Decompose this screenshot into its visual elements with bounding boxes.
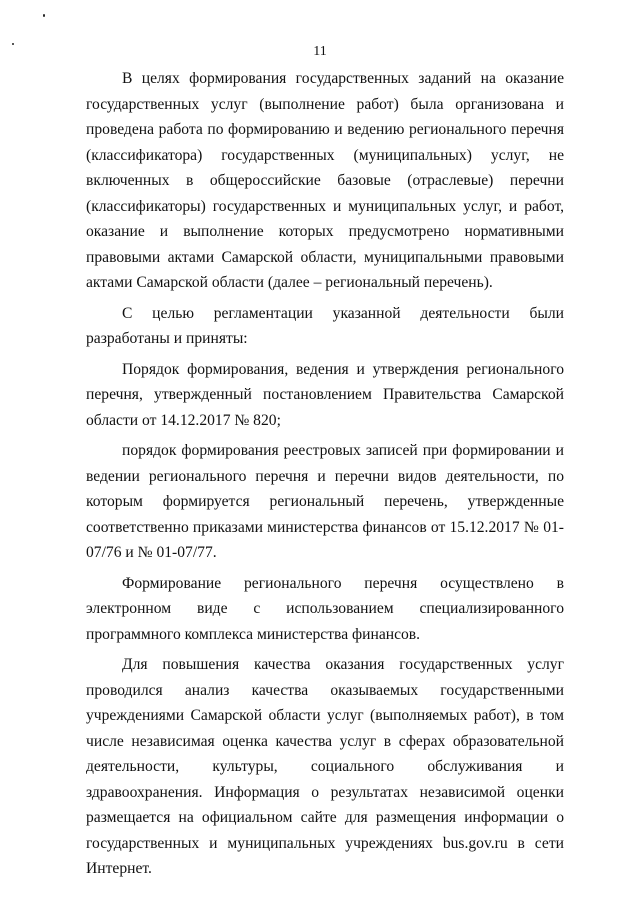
paragraph-state-tasks: В целях формирования государственных заданий на оказание государственных услуг (выполнение работ) была организована и проведена работа по формированию и ведению регионального перечня (классификатора) государственных (муниципальных) услуг, не включенных в общероссийские базовые (отраслевые) перечни (классификаторы) государственных и муниципальных услуг, и работ, оказание и выполнение которых предусмотрено нормативными правовыми актами Самарской области, муниципальными правовыми актами Самарской области (далее – региональный перечень). (86, 70, 564, 291)
scan-speck (43, 14, 45, 17)
page-number: 11 (313, 44, 327, 59)
paragraph-electronic-formation: Формирование регионального перечня осуществлено в электронном виде с использованием специализированного программного комплекса министерства финансов. (86, 574, 564, 643)
paragraph-quality-assessment: Для повышения качества оказания государственных услуг проводился анализ качества оказываемых государственными учреждениями Самарской области услуг (выполняемых работ), в том числе независимая оценка качества услуг в сферах образовательной деятельности, культуры, социального обслуживания и здравоохранения. Информация о результатах независимой оценки размещается на официальном сайте для размещения информации о государственных и муниципальных учреждениях bus.gov.ru в сети Интернет. (86, 656, 564, 877)
paragraph-registry-orders: порядок формирования реестровых записей при формировании и ведении регионального перечня и перечни видов деятельности, по которым формируется региональный перечень, утвержденные соответственно приказами министерства финансов от 15.12.2017 № 01-07/76 и № 01-07/77. (86, 442, 564, 561)
document-body (86, 66, 564, 887)
paragraph-procedure-decree: Порядок формирования, ведения и утверждения регионального перечня, утвержденный постановлением Правительства Самарской области от 14.12.2017 № 820; (86, 360, 564, 429)
paragraph-regulation-intro: С целью регламентации указанной деятельности были разработаны и приняты: (86, 304, 564, 347)
